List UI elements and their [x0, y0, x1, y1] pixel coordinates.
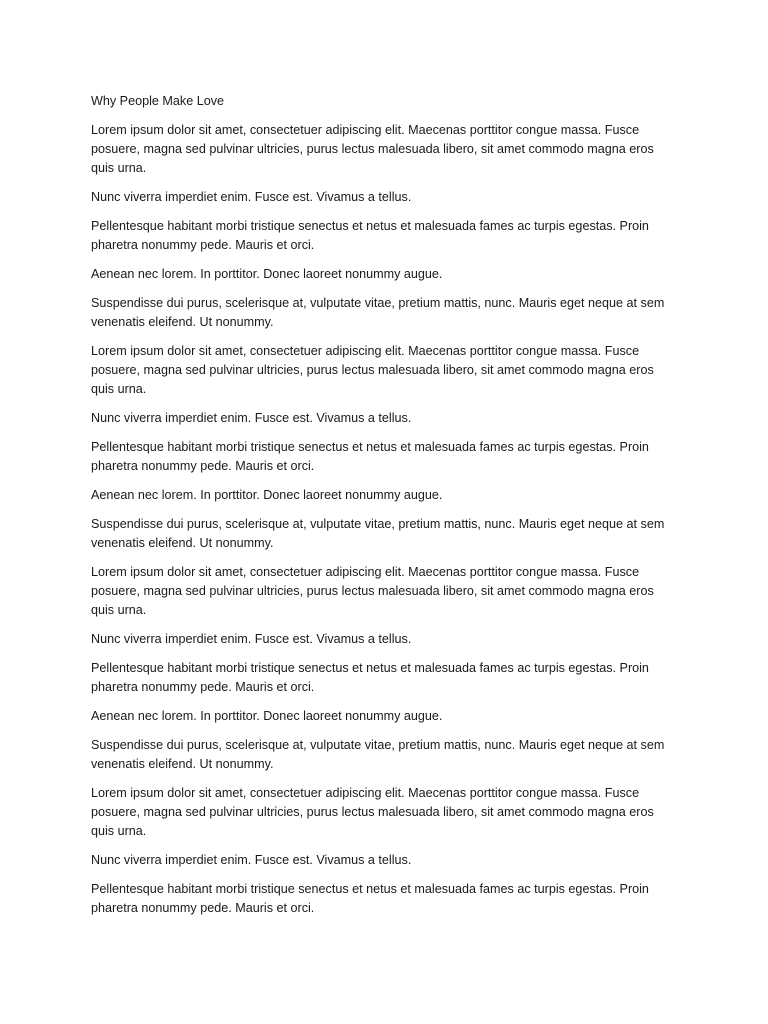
- paragraph: Nunc viverra imperdiet enim. Fusce est. Vivamus a tellus.: [91, 190, 412, 204]
- paragraph: Nunc viverra imperdiet enim. Fusce est. Vivamus a tellus.: [91, 853, 412, 867]
- paragraph: Nunc viverra imperdiet enim. Fusce est. Vivamus a tellus.: [91, 632, 412, 646]
- paragraph: Pellentesque habitant morbi tristique senectus et netus et malesuada fames ac turpis egestas. Proin pharetra nonummy pede. Mauris et orci.: [91, 661, 649, 694]
- paragraph: Pellentesque habitant morbi tristique senectus et netus et malesuada fames ac turpis egestas. Proin pharetra nonummy pede. Mauris et orci.: [91, 219, 649, 252]
- paragraph: Aenean nec lorem. In porttitor. Donec laoreet nonummy augue.: [91, 709, 443, 723]
- paragraph: Lorem ipsum dolor sit amet, consectetuer adipiscing elit. Maecenas porttitor congue massa. Fusce posuere, magna sed pulvinar ultricies, purus lectus malesuada libero, sit amet commodo magna eros quis urna.: [91, 565, 654, 617]
- document-body: [91, 92, 671, 928]
- document-title: Why People Make Love: [91, 94, 225, 108]
- paragraph: Pellentesque habitant morbi tristique senectus et netus et malesuada fames ac turpis egestas. Proin pharetra nonummy pede. Mauris et orci.: [91, 440, 649, 473]
- paragraph: Lorem ipsum dolor sit amet, consectetuer adipiscing elit. Maecenas porttitor congue massa. Fusce posuere, magna sed pulvinar ultricies, purus lectus malesuada libero, sit amet commodo magna eros quis urna.: [91, 123, 654, 175]
- paragraph: Aenean nec lorem. In porttitor. Donec laoreet nonummy augue.: [91, 488, 443, 502]
- paragraph: Aenean nec lorem. In porttitor. Donec laoreet nonummy augue.: [91, 267, 443, 281]
- paragraph: Lorem ipsum dolor sit amet, consectetuer adipiscing elit. Maecenas porttitor congue massa. Fusce posuere, magna sed pulvinar ultricies, purus lectus malesuada libero, sit amet commodo magna eros quis urna.: [91, 786, 654, 838]
- paragraph: Suspendisse dui purus, scelerisque at, vulputate vitae, pretium mattis, nunc. Mauris eget neque at sem venenatis eleifend. Ut nonummy.: [91, 517, 665, 550]
- paragraph: Lorem ipsum dolor sit amet, consectetuer adipiscing elit. Maecenas porttitor congue massa. Fusce posuere, magna sed pulvinar ultricies, purus lectus malesuada libero, sit amet commodo magna eros quis urna.: [91, 344, 654, 396]
- paragraph: Suspendisse dui purus, scelerisque at, vulputate vitae, pretium mattis, nunc. Mauris eget neque at sem venenatis eleifend. Ut nonummy.: [91, 738, 665, 771]
- paragraph: Nunc viverra imperdiet enim. Fusce est. Vivamus a tellus.: [91, 411, 412, 425]
- paragraph: Pellentesque habitant morbi tristique senectus et netus et malesuada fames ac turpis egestas. Proin pharetra nonummy pede. Mauris et orci.: [91, 882, 649, 915]
- paragraph: Suspendisse dui purus, scelerisque at, vulputate vitae, pretium mattis, nunc. Mauris eget neque at sem venenatis eleifend. Ut nonummy.: [91, 296, 665, 329]
